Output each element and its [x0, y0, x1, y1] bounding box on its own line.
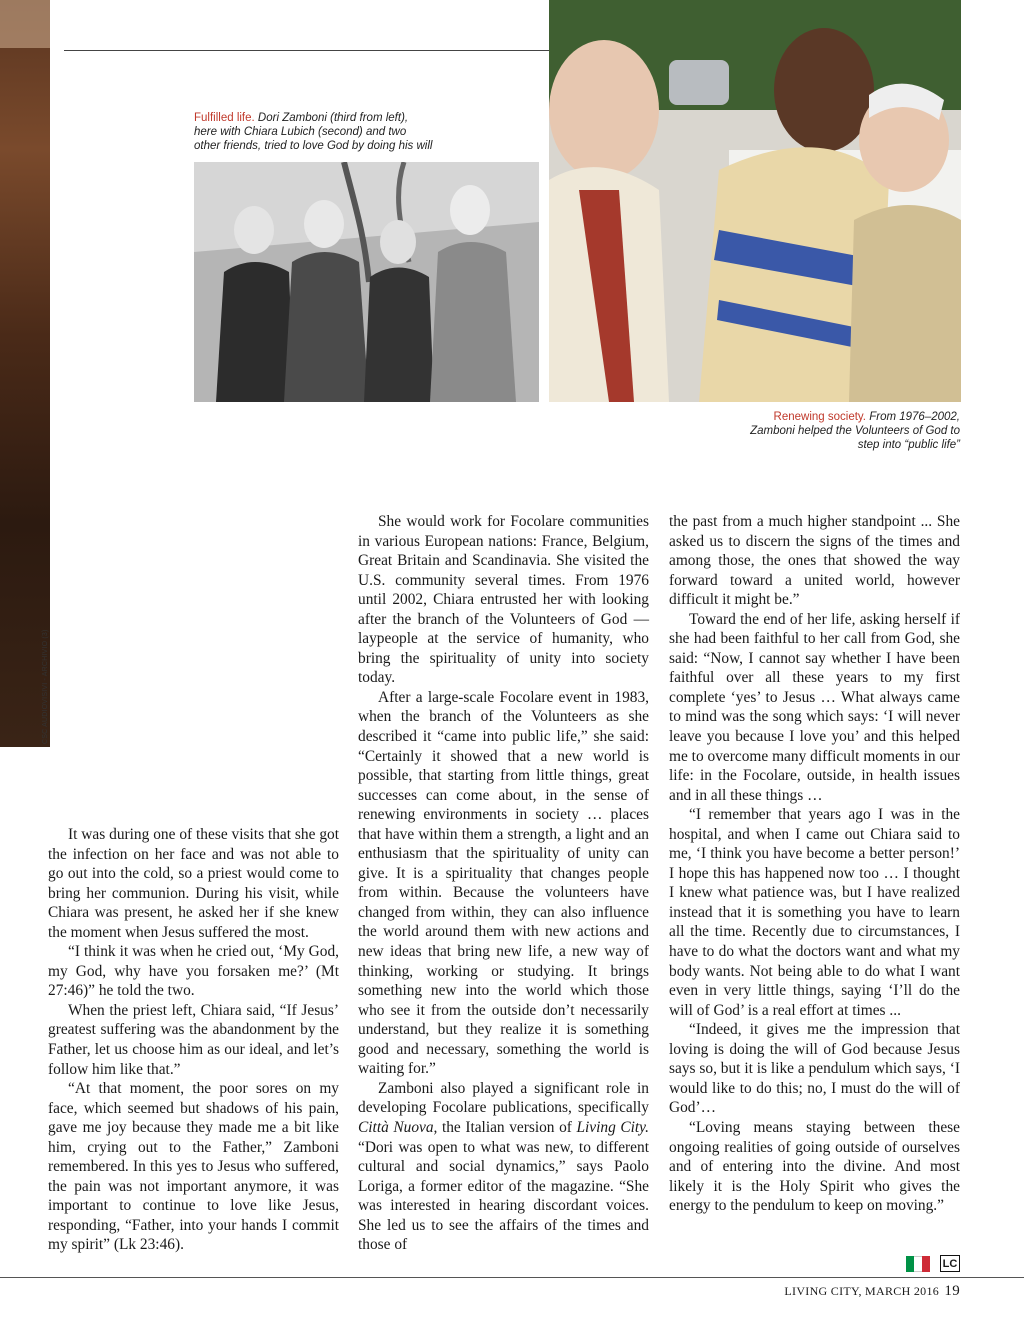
- caption-lead: Renewing society.: [773, 411, 867, 423]
- flag-stripe: [914, 1256, 922, 1272]
- paragraph: It was during one of these visits that she got the infection on her face and was not able to go out into the cold, so a priest would come to bring her communion. During his visit, while Chiara was present, he asked her if she knew the moment when Jesus suffered the most.: [48, 826, 339, 941]
- paragraph: “Loving means staying between these ongoing realities of going outside of ourselves and of entering into the divine. And most likely it is the Holy Spirit who gives the energy to the pendulum to keep on moving.”: [669, 1118, 960, 1215]
- caption-line: Dori Zamboni (third from left),: [254, 112, 409, 124]
- paragraph: [358, 1079, 649, 1255]
- text-column-3: [669, 512, 960, 1216]
- publication-title: Living City.: [576, 1118, 649, 1136]
- paragraph: Toward the end of her life, asking herself if she had been faithful to her call from God, she said: “Now, I cannot say whether I have been faithful over all these years to my first complete ‘yes’ to Jesus … What always came to mind was the song which says: ‘I will never leave you because I love you’ and this helped me to overcome many difficult moments in our life: in the Focolare, outside, in health issues and in all these things …: [669, 610, 960, 804]
- publication-title: Città Nuova,: [358, 1118, 438, 1136]
- caption-line: other friends, tried to love God by doing his will: [194, 140, 433, 152]
- paragraph: After a large-scale Focolare event in 1983, when the branch of the Volunteers as she described it “came into public life,” she said: “Certainly it showed that a new world is possible, that starting from little things, great successes can come about, in the sense of renewing environments in society … places that have within them a strength, a light and an enthusiasm that the spirituality of unity can give. It is a spirituality that changes people from within. Because the volunteers have changed from within, they can also influence the world around them with new actions and new ideas that bring new life, a new way of thinking, working or studying. It brings something new into the world which those who see it from the outside don’t necessarily understand, but they realize it is something good and necessary, something the world is waiting for.”: [358, 688, 649, 1078]
- paragraph: “I think it was when he cried out, ‘My God, my God, why have you forsaken me?’ (Mt 27:46)” he told the two.: [48, 943, 339, 1000]
- paragraph: “Indeed, it gives me the impression that loving is doing the will of God because Jesus says so, but it is like a pendulum which says, ‘I would like to do this; no, I must do the will of God’…: [669, 1021, 960, 1117]
- top-rule: [64, 50, 549, 51]
- text-run: Zamboni also played a significant role in developing Focolare publications, specifically: [358, 1079, 649, 1117]
- paragraph: “At that moment, the poor sores on my face, which seemed but shadows of his pain, gave me joy because they made me a bit like him, crying out to the Father,” Zamboni remembered. In this yes to Jesus who suffered, the pain was not important anymore, it was important to continue to love like Jesus, responding, “Father, into your hands I commit my spirit” (Lk 23:46).: [48, 1080, 339, 1254]
- paragraph: When the priest left, Chiara said, “If Jesus’ greatest suffering was the abandonment by the Father, let us choose him as our ideal, and let’s follow him like that.”: [48, 1001, 339, 1078]
- paragraph: She would work for Focolare communities in various European nations: France, Belgium, Great Britain and Scandinavia. She visited the U.S. community several times. From 1976 until 2002, Chiara entrusted her with looking after the branch of the Volunteers of God — laypeople at the service of humanity, who bring the spirituality of unity into society today.: [358, 513, 649, 687]
- caption-line: step into “public life”: [857, 439, 960, 451]
- italian-flag-icon: [906, 1256, 930, 1272]
- text-column-1: [48, 825, 339, 1255]
- caption-line: Zamboni helped the Volunteers of God to: [750, 425, 960, 437]
- footer-publication: LIVING CITY, MARCH 2016: [784, 1284, 940, 1298]
- flag-stripe: [906, 1256, 914, 1272]
- photo-credit: CSC AUDIOVISIVI - ARCHIVIO (3): [42, 629, 49, 744]
- caption-fulfilled-life: [194, 111, 514, 153]
- flag-stripe: [922, 1256, 930, 1272]
- text-column-2: [358, 512, 649, 1255]
- left-edge-photo-highlight: [0, 0, 50, 48]
- paragraph: the past from a much higher standpoint ... She asked us to discern the signs of the times and among those, the ones that showed the way forward toward a united world, however difficult it might be.”: [669, 513, 960, 609]
- page-number: 19: [944, 1283, 960, 1299]
- caption-line: From 1976–2002,: [866, 411, 960, 423]
- caption-lead: Fulfilled life.: [194, 112, 255, 124]
- end-mark-lc-logo: LC: [940, 1255, 960, 1272]
- archive-photo-four-women: [194, 162, 539, 402]
- text-run: “Dori was open to what was new, to different cultural and social dynamics,” says Paolo Loriga, a former editor of the magazine. “She was interested in hearing discordant voices. She led us to see the affairs of the times and those of: [358, 1138, 649, 1254]
- page-footer: [784, 1283, 960, 1300]
- caption-line: here with Chiara Lubich (second) and two: [194, 126, 407, 138]
- footer-rule: [0, 1277, 1024, 1278]
- paragraph: “I remember that years ago I was in the hospital, and when I came out Chiara said to me, ‘I think you have become a better person!’ I hope this has happened now too … I thought I knew what patience was, but I have realized instead that it is something you have to learn all the time. Recently due to circumstances, I have to do what the doctors want and what my body wants. Not being able to do what I want even in very little things, saying ‘I’ll do the will of God’ is a real effort at times ...: [669, 806, 960, 1019]
- caption-renewing-society: [660, 410, 960, 452]
- color-photo-three-women: [549, 0, 961, 402]
- text-run: the Italian version of: [437, 1118, 577, 1136]
